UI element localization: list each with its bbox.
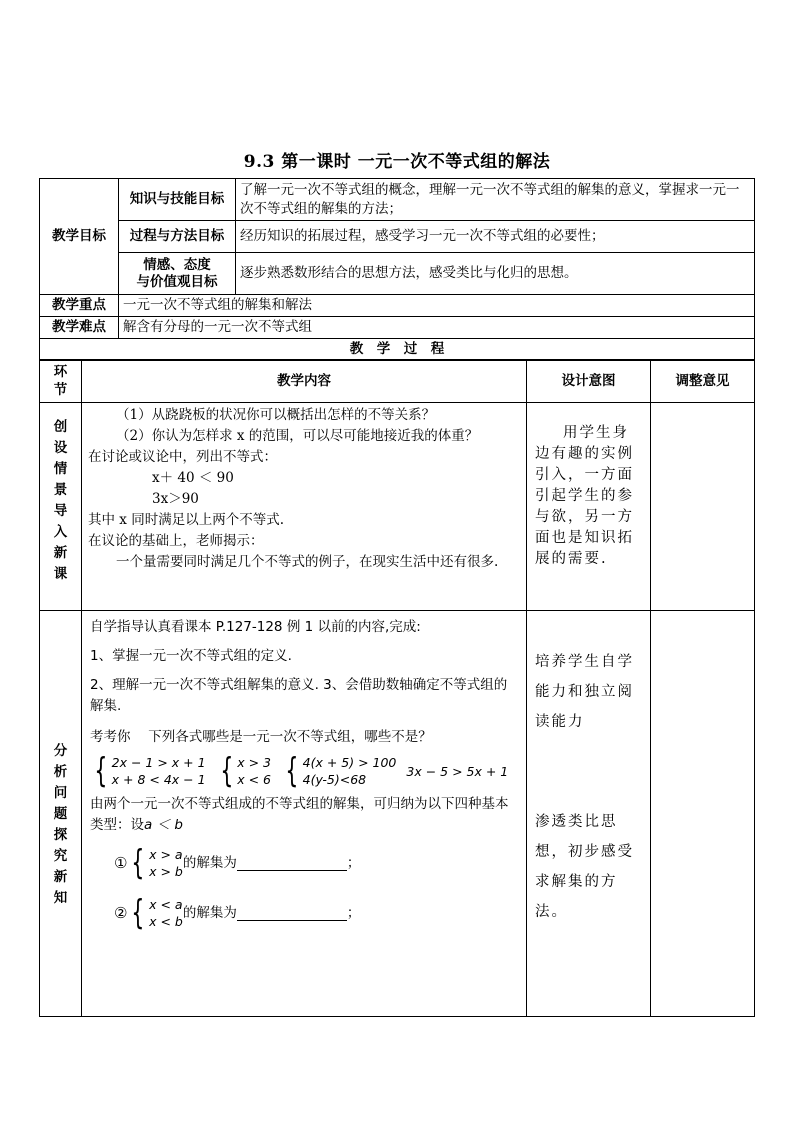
objectives-label: 教学目标 bbox=[40, 179, 119, 295]
process-goal-text: 经历知识的拓展过程，感受学习一元一次不等式组的必要性； bbox=[236, 221, 755, 253]
inequality-2: 3x＞90 bbox=[152, 491, 199, 507]
case-1-label: 的解集为 bbox=[182, 854, 237, 871]
case-1-line-2: x > b bbox=[149, 864, 183, 879]
question-1: （1）从跷跷板的状况你可以概括出怎样的不等关系？ bbox=[116, 407, 436, 423]
discussion-line: 在讨论或议论中，列出不等式： bbox=[88, 449, 277, 465]
system-3 bbox=[281, 751, 397, 791]
stage-char: 设 bbox=[53, 440, 68, 456]
brace-icon: { bbox=[131, 843, 145, 883]
emotion-goal-label-line1: 情感、态度 bbox=[143, 256, 211, 273]
section2-design-2: 渗透类比思想，初步感受求解集的方法。 bbox=[535, 814, 634, 920]
stage-char: 新 bbox=[53, 869, 68, 885]
difficulty-label: 教学难点 bbox=[40, 317, 119, 339]
stage-char: 入 bbox=[53, 524, 68, 540]
brace-icon: { bbox=[94, 751, 108, 791]
key-point-text: 一元一次不等式组的解集和解法 bbox=[119, 295, 755, 317]
inequality-1: x＋ 40 ＜ 90 bbox=[152, 470, 234, 486]
system-3-line-1: 4(x + 5) > 100 bbox=[302, 755, 397, 770]
task-1: 1、掌握一元一次不等式组的定义. bbox=[90, 648, 292, 664]
system-1-line-1: 2x − 1 > x + 1 bbox=[111, 755, 206, 770]
case-2-semicolon: ； bbox=[346, 904, 361, 921]
system-3-line-2: 4(y-5)<68 bbox=[302, 772, 367, 787]
case-2-answer-blank[interactable] bbox=[237, 906, 347, 921]
inequality-4: 3x − 5 > 5x + 1 bbox=[406, 763, 509, 779]
content-header: 教学内容 bbox=[82, 360, 527, 403]
stage-char: 导 bbox=[53, 503, 68, 519]
stage-analyze bbox=[40, 611, 82, 1017]
stage-char: 究 bbox=[53, 848, 68, 864]
stage-header-2: 节 bbox=[53, 382, 68, 398]
self-study-intro: 自学指导认真看课本 P.127-128 例 1 以前的内容,完成: bbox=[90, 619, 421, 635]
key-point-label: 教学重点 bbox=[40, 295, 119, 317]
objectives-table bbox=[39, 178, 755, 361]
stage-char: 知 bbox=[53, 890, 68, 906]
case-1 bbox=[90, 843, 520, 883]
case-2-label: 的解集为 bbox=[182, 904, 237, 921]
system-1 bbox=[90, 751, 206, 791]
stage-char: 探 bbox=[53, 827, 68, 843]
stage-char: 景 bbox=[53, 482, 68, 498]
system-2-line-1: x > 3 bbox=[237, 755, 271, 770]
stage-char: 分 bbox=[53, 743, 68, 759]
task-2: 2、理解一元一次不等式组解集的意义. 3、会借助数轴确定不等式组的解集. bbox=[90, 677, 508, 714]
case-1-semicolon: ； bbox=[346, 854, 361, 871]
section2-adjust bbox=[651, 611, 755, 1017]
quiz-systems bbox=[90, 751, 520, 791]
process-header: 教 学 过 程 bbox=[40, 339, 755, 361]
quiz-prompt: 考考你 下列各式哪些是一元一次不等式组，哪些不是？ bbox=[90, 729, 432, 745]
section1-design bbox=[527, 403, 651, 611]
summary-main: 由两个一元一次不等式组成的不等式组的解集，可归纳为以下四种基本类型：设 bbox=[90, 796, 509, 833]
section2-content bbox=[82, 611, 527, 1017]
stage-char: 问 bbox=[53, 785, 68, 801]
stage-header-1: 环 bbox=[53, 364, 68, 380]
case-2-line-1: x < a bbox=[149, 897, 183, 912]
case-2-number: ② bbox=[114, 903, 128, 922]
teacher-reveal-line: 在议论的基础上，老师揭示： bbox=[88, 533, 264, 549]
brace-icon: { bbox=[285, 751, 299, 791]
design-header: 设计意图 bbox=[527, 360, 651, 403]
section1-content bbox=[82, 403, 527, 611]
section2-design bbox=[527, 611, 651, 1017]
adjust-header: 调整意见 bbox=[651, 360, 755, 403]
process-goal-label: 过程与方法目标 bbox=[119, 221, 236, 253]
difficulty-text: 解含有分母的一元一次不等式组 bbox=[119, 317, 755, 339]
case-1-number: ① bbox=[114, 853, 128, 872]
stage-create bbox=[40, 403, 82, 611]
case-2 bbox=[90, 893, 520, 933]
summary-text bbox=[90, 794, 520, 836]
brace-icon: { bbox=[219, 751, 233, 791]
emotion-goal-label-line2: 与价值观目标 bbox=[136, 273, 218, 290]
real-life-line: 一个量需要同时满足几个不等式的例子，在现实生活中还有很多. bbox=[116, 554, 499, 570]
section1-adjust bbox=[651, 403, 755, 611]
stage-char: 析 bbox=[53, 764, 68, 780]
question-2: （2）你认为怎样求 x 的范围，可以尽可能地接近我的体重？ bbox=[116, 428, 479, 444]
case-2-line-2: x < b bbox=[149, 914, 183, 929]
emotion-goal-text: 逐步熟悉数形结合的思想方法，感受类比与化归的思想。 bbox=[236, 253, 755, 295]
both-satisfy-line: 其中 x 同时满足以上两个不等式. bbox=[88, 512, 284, 528]
stage-header bbox=[40, 360, 82, 403]
knowledge-goal-text: 了解一元一次不等式组的概念，理解一元一次不等式组的解集的意义，掌握求一元一次不等式组的解集的方法； bbox=[236, 179, 755, 221]
process-table bbox=[39, 359, 755, 1017]
stage-char: 题 bbox=[53, 806, 68, 822]
emotion-goal-label bbox=[119, 253, 236, 295]
case-2-system bbox=[127, 893, 183, 933]
a-less-than-b: a ＜ b bbox=[144, 817, 183, 833]
knowledge-goal-label: 知识与技能目标 bbox=[119, 179, 236, 221]
section1-design-text: 用学生身边有趣的实例引入，一方面引起学生的参与欲，另一方面也是知识拓展的需要. bbox=[535, 425, 634, 567]
system-2 bbox=[216, 751, 271, 791]
system-1-line-2: x + 8 < 4x − 1 bbox=[111, 772, 206, 787]
stage-char: 创 bbox=[53, 419, 68, 435]
stage-char: 课 bbox=[53, 566, 68, 582]
case-1-system bbox=[127, 843, 183, 883]
case-1-answer-blank[interactable] bbox=[237, 856, 347, 871]
brace-icon: { bbox=[131, 893, 145, 933]
case-1-line-1: x > a bbox=[149, 847, 183, 862]
section2-design-1: 培养学生自学能力和独立阅读能力 bbox=[535, 654, 634, 730]
system-2-line-2: x < 6 bbox=[237, 772, 271, 787]
page-title: 9.3 第一课时 一元一次不等式组的解法 bbox=[243, 152, 551, 172]
stage-char: 情 bbox=[53, 461, 68, 477]
stage-char: 新 bbox=[53, 545, 68, 561]
